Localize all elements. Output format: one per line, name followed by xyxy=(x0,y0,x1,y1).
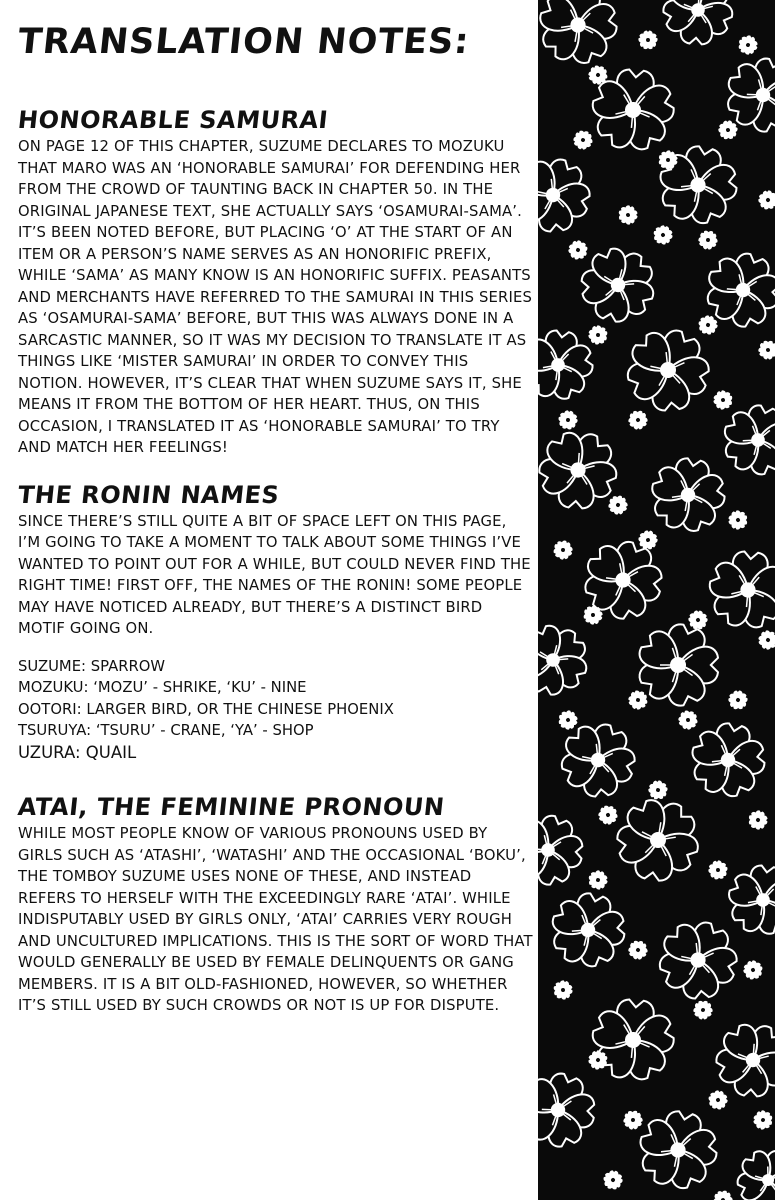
notes-column xyxy=(15,22,533,1039)
cherry-blossom-icon xyxy=(629,1104,727,1199)
cherry-blossom-icon xyxy=(751,1108,775,1132)
cherry-blossom-icon xyxy=(552,979,572,1000)
cherry-blossom-icon xyxy=(745,807,772,834)
section-ronin-names xyxy=(18,481,533,764)
cherry-blossom-icon xyxy=(698,230,719,250)
cherry-blossom-icon xyxy=(642,906,753,1016)
section-atai-pronoun xyxy=(18,793,533,1017)
cherry-blossom-icon xyxy=(600,1166,627,1193)
cherry-blossom-icon xyxy=(754,186,775,213)
cherry-blossom-icon xyxy=(703,549,775,635)
cherry-blossom-icon xyxy=(681,717,774,807)
cherry-blossom-icon xyxy=(605,492,631,518)
cherry-blossom-icon xyxy=(624,937,651,964)
cherry-blossom-icon xyxy=(723,1137,775,1200)
cherry-blossom-icon xyxy=(595,802,621,828)
list-item: MOZUKU: ‘MOZU’ - SHRIKE, ‘KU’ - NINE xyxy=(18,679,307,696)
cherry-blossom-icon xyxy=(725,686,752,713)
cherry-blossom-icon xyxy=(638,31,658,50)
cherry-blossom-icon xyxy=(711,389,735,412)
section-body: WHILE MOST PEOPLE KNOW OF VARIOUS PRONOUNS USED BY GIRLS SUCH AS ‘ATASHI’, ‘WATASHI’ AND THE OCCASIONAL ‘BOKU’, THE TOMBOY SUZUME USES NONE OF THESE, AND INSTEAD REFERS TO HERSELF WITH THE EXCEEDINGLY RARE ‘ATAI’. WHILE INDISPUTABLY USED BY GIRLS ONLY, ‘ATAI’ CARRIES VERY ROUGH AND UNCULTURED IMPLICATIONS. THIS IS THE SORT OF WORD THAT WOULD GENERALLY BE USED BY FEMALE DELINQUENTS OR GANG MEMBERS. IT IS A BIT OLD-FASHIONED, HOWEVER, SO WHETHER IT’S STILL USED BY SUCH CROWDS OR NOT IS UP FOR DISPUTE. xyxy=(18,825,533,1014)
cherry-blossom-icon xyxy=(552,539,574,562)
cherry-blossom-icon xyxy=(538,805,595,898)
cherry-blossom-icon xyxy=(616,203,641,227)
cherry-blossom-icon xyxy=(570,127,595,153)
cherry-blossom-icon xyxy=(538,0,625,73)
list-item: TSURUYA: ‘TSURU’ - CRANE, ‘YA’ - SHOP xyxy=(18,722,314,739)
cherry-blossom-icon xyxy=(740,957,766,983)
cherry-blossom-icon xyxy=(705,1087,731,1112)
cherry-blossom-icon xyxy=(627,688,650,710)
cherry-blossom-icon xyxy=(678,709,700,731)
cherry-blossom-pattern xyxy=(538,0,775,1200)
cherry-blossom-icon xyxy=(623,1110,644,1130)
cherry-blossom-icon xyxy=(721,861,775,941)
cherry-blossom-icon xyxy=(565,237,591,263)
cherry-blossom-icon xyxy=(724,507,751,534)
cherry-blossom-icon xyxy=(555,707,581,734)
page-title: TRANSLATION NOTES: xyxy=(15,22,472,62)
cherry-blossom-icon xyxy=(757,338,775,362)
cherry-blossom-icon xyxy=(650,221,677,248)
section-title: HONORABLE SAMURAI xyxy=(16,106,330,134)
cherry-blossom-icon xyxy=(755,626,775,653)
cherry-blossom-icon xyxy=(647,778,670,802)
list-item: OOTORI: LARGER BIRD, OR THE CHINESE PHOENIX xyxy=(18,700,394,718)
section-title: ATAI, THE FEMININE PRONOUN xyxy=(16,793,446,821)
cherry-blossom-icon xyxy=(586,996,680,1086)
cherry-blossom-icon xyxy=(643,453,733,540)
cherry-blossom-icon xyxy=(586,869,610,892)
section-title: THE RONIN NAMES xyxy=(16,480,281,509)
section-body: ON PAGE 12 OF THIS CHAPTER, SUZUME DECLARES TO MOZUKU THAT MARO WAS AN ‘HONORABLE SAMURAI’ FOR DEFENDING HER FROM THE CROWD OF TAUNTING BACK IN CHAPTER 50. IN THE ORIGINAL JAPANESE TEXT, SHE ACTUALLY SAYS ‘OSAMURAI-SAMA’. IT’S BEEN NOTED BEFORE, BUT PLACING ‘O’ AT THE START OF AN ITEM OR A PERSON’S NAME SERVES AS AN HONORIFIC PREFIX, WHILE ‘SAMA’ AS MANY KNOW IS AN HONORIFIC SUFFIX. PEASANTS AND MERCHANTS HAVE REFERRED TO THE SAMURAI IN THIS SERIES AS ‘OSAMURAI-SAMA’ BEFORE, BUT THIS WAS ALWAYS DONE IN A SARCASTIC MANNER, SO IT WAS MY DECISION TO TRANSLATE IT AS THINGS LIKE ‘MISTER SAMURAI’ IN ORDER TO CONVEY THIS NOTION. HOWEVER, IT’S CLEAR THAT WHEN SUZUME SAYS IT, SHE MEANS IT FROM THE BOTTOM OF HER HEART. THUS, ON THIS OCCASION, I TRANSLATED IT AS ‘HONORABLE SAMURAI’ TO TRY AND MATCH HER FEELINGS! xyxy=(18,138,533,456)
cherry-blossom-icon xyxy=(735,33,760,58)
list-item: SUZUME: SPARROW xyxy=(18,657,166,675)
cherry-blossom-icon xyxy=(646,0,748,62)
cherry-blossom-icon xyxy=(540,886,634,978)
cherry-blossom-icon xyxy=(538,144,605,248)
bird-name-list xyxy=(18,656,533,764)
list-item: UZURA: QUAIL xyxy=(18,742,137,762)
cherry-blossom-icon xyxy=(625,407,652,434)
cherry-blossom-icon xyxy=(557,410,579,431)
section-honorable-samurai xyxy=(18,106,533,459)
cherry-blossom-icon xyxy=(636,528,659,551)
cherry-blossom-icon xyxy=(713,398,775,486)
cherry-blossom-icon xyxy=(588,324,609,346)
cherry-blossom-icon xyxy=(538,0,775,1200)
cherry-blossom-icon xyxy=(538,1063,607,1160)
cherry-blossom-icon xyxy=(538,610,603,712)
cherry-blossom-icon xyxy=(711,1187,736,1200)
cherry-blossom-icon xyxy=(568,528,677,635)
cherry-blossom-icon xyxy=(691,998,715,1022)
cherry-blossom-icon xyxy=(707,860,729,881)
section-body: SINCE THERE’S STILL QUITE A BIT OF SPACE LEFT ON THIS PAGE, I’M GOING TO TAKE A MOMENT TO TALK ABOUT SOME THINGS I’VE WANTED TO POINT OUT FOR A WHILE, BUT COULD NEVER FIND THE RIGHT TIME! FIRST OFF, THE NAMES OF THE RONIN! SOME PEOPLE MAY HAVE NOTICED ALREADY, BUT THERE’S A DISTINCT BIRD MOTIF GOING ON. xyxy=(18,512,531,637)
cherry-blossom-icon xyxy=(545,709,651,813)
